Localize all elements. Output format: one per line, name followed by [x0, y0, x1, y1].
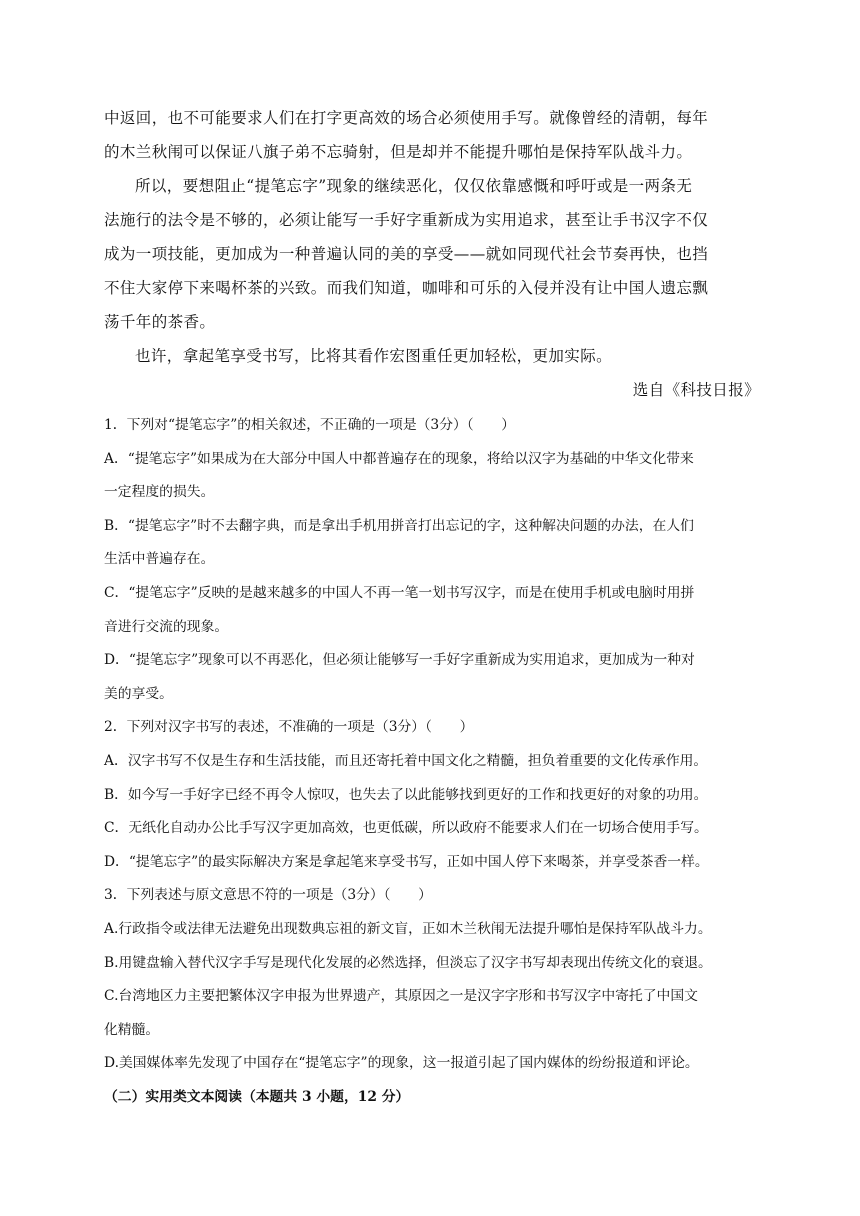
question-2-option-a: A．汉字书写不仅是生存和生活技能，而且还寄托着中国文化之精髓，担负着重要的文化传承作用。 [104, 752, 708, 769]
question-3-option-b: B.用键盘输入替代汉字手写是现代化发展的必然选择，但淡忘了汉字书写却表现出传统文化的衰退。 [104, 954, 712, 971]
question-2-option-c: C．无纸化自动办公比手写汉字更加高效，也更低碳，所以政府不能要求人们在一切场合使用手写。 [104, 820, 708, 837]
question-list [104, 409, 760, 1114]
passage-line: 的木兰秋闱可以保证八旗子弟不忘骑射，但是却并不能提升哪怕是保持军队战斗力。 [104, 143, 693, 161]
passage-line: 成为一项技能，更加成为一种普遍认同的美的享受——就如同现代社会节奏再快，也挡 [104, 245, 709, 263]
question-1-option-d-cont: 美的享受。 [104, 685, 173, 702]
reading-passage [104, 101, 760, 407]
question-2-option-b: B．如今写一手好字已经不再令人惊叹，也失去了以此能够找到更好的工作和找更好的对象的功用。 [104, 786, 708, 803]
question-2-stem: 2．下列对汉字书写的表述，不准确的一项是（3分）（ ） [104, 719, 474, 736]
question-1-stem: 1．下列对“提笔忘字”的相关叙述，不正确的一项是（3分）（ ） [104, 417, 516, 433]
question-1-option-d: D．“提笔忘字”现象可以不再恶化，但必须让能够写一手好字重新成为实用追求，更加成为一种对 [104, 652, 695, 669]
question-3-option-c-cont: 化精髓。 [104, 1021, 160, 1038]
question-3-option-d: D.美国媒体率先发现了中国存在“提笔忘字”的现象，这一报道引起了国内媒体的纷纷报道和评论。 [104, 1055, 699, 1072]
question-1-option-a-cont: 一定程度的损失。 [104, 484, 215, 501]
question-3-option-c: C.台湾地区力主要把繁体汉字申报为世界遗产，其原因之一是汉字字形和书写汉字中寄托了中国文 [104, 988, 698, 1005]
passage-line: 法施行的法令是不够的，必须让能写一手好字重新成为实用追求，甚至让手书汉字不仅 [104, 211, 709, 229]
source-citation: 选自《科技日报》 [632, 381, 760, 399]
question-1-option-b-cont: 生活中普遍存在。 [104, 551, 215, 568]
passage-line: 也许，拿起笔享受书写，比将其看作宏图重任更加轻松，更加实际。 [135, 347, 613, 365]
question-2-option-d: D．“提笔忘字”的最实际解决方案是拿起笔来享受书写，正如中国人停下来喝茶，并享受茶香一样。 [104, 853, 709, 870]
section-heading: （二）实用类文本阅读（本题共 3 小题，12 分） [104, 1088, 410, 1105]
question-1-option-c-cont: 音进行交流的现象。 [104, 618, 229, 635]
passage-line: 荡千年的茶香。 [104, 313, 216, 331]
question-1-option-c: C．“提笔忘字”反映的是越来越多的中国人不再一笔一划书写汉字，而是在使用手机或电脑时用拼 [104, 584, 695, 601]
passage-line: 中返回，也不可能要求人们在打字更高效的场合必须使用手写。就像曾经的清朝，每年 [104, 109, 709, 127]
question-3-stem: 3．下列表述与原文意思不符的一项是（3分）（ ） [104, 887, 432, 904]
passage-line: 不住大家停下来喝杯茶的兴致。而我们知道，咖啡和可乐的入侵并没有让中国人遗忘飘 [104, 279, 709, 297]
question-3-option-a: A.行政指令或法律无法避免出现数典忘祖的新文盲，正如木兰秋闱无法提升哪怕是保持军队战斗力。 [104, 920, 712, 937]
question-1-option-b: B．“提笔忘字”时不去翻字典，而是拿出手机用拼音打出忘记的字，这种解决问题的办法，在人们 [104, 517, 694, 534]
passage-line: 所以，要想阻止“提笔忘字”现象的继续恶化，仅仅依靠感慨和呼吁或是一两条无 [135, 177, 693, 195]
question-1-option-a: A．“提笔忘字”如果成为在大部分中国人中都普遍存在的现象，将给以汉字为基础的中华文化带来 [104, 450, 694, 467]
